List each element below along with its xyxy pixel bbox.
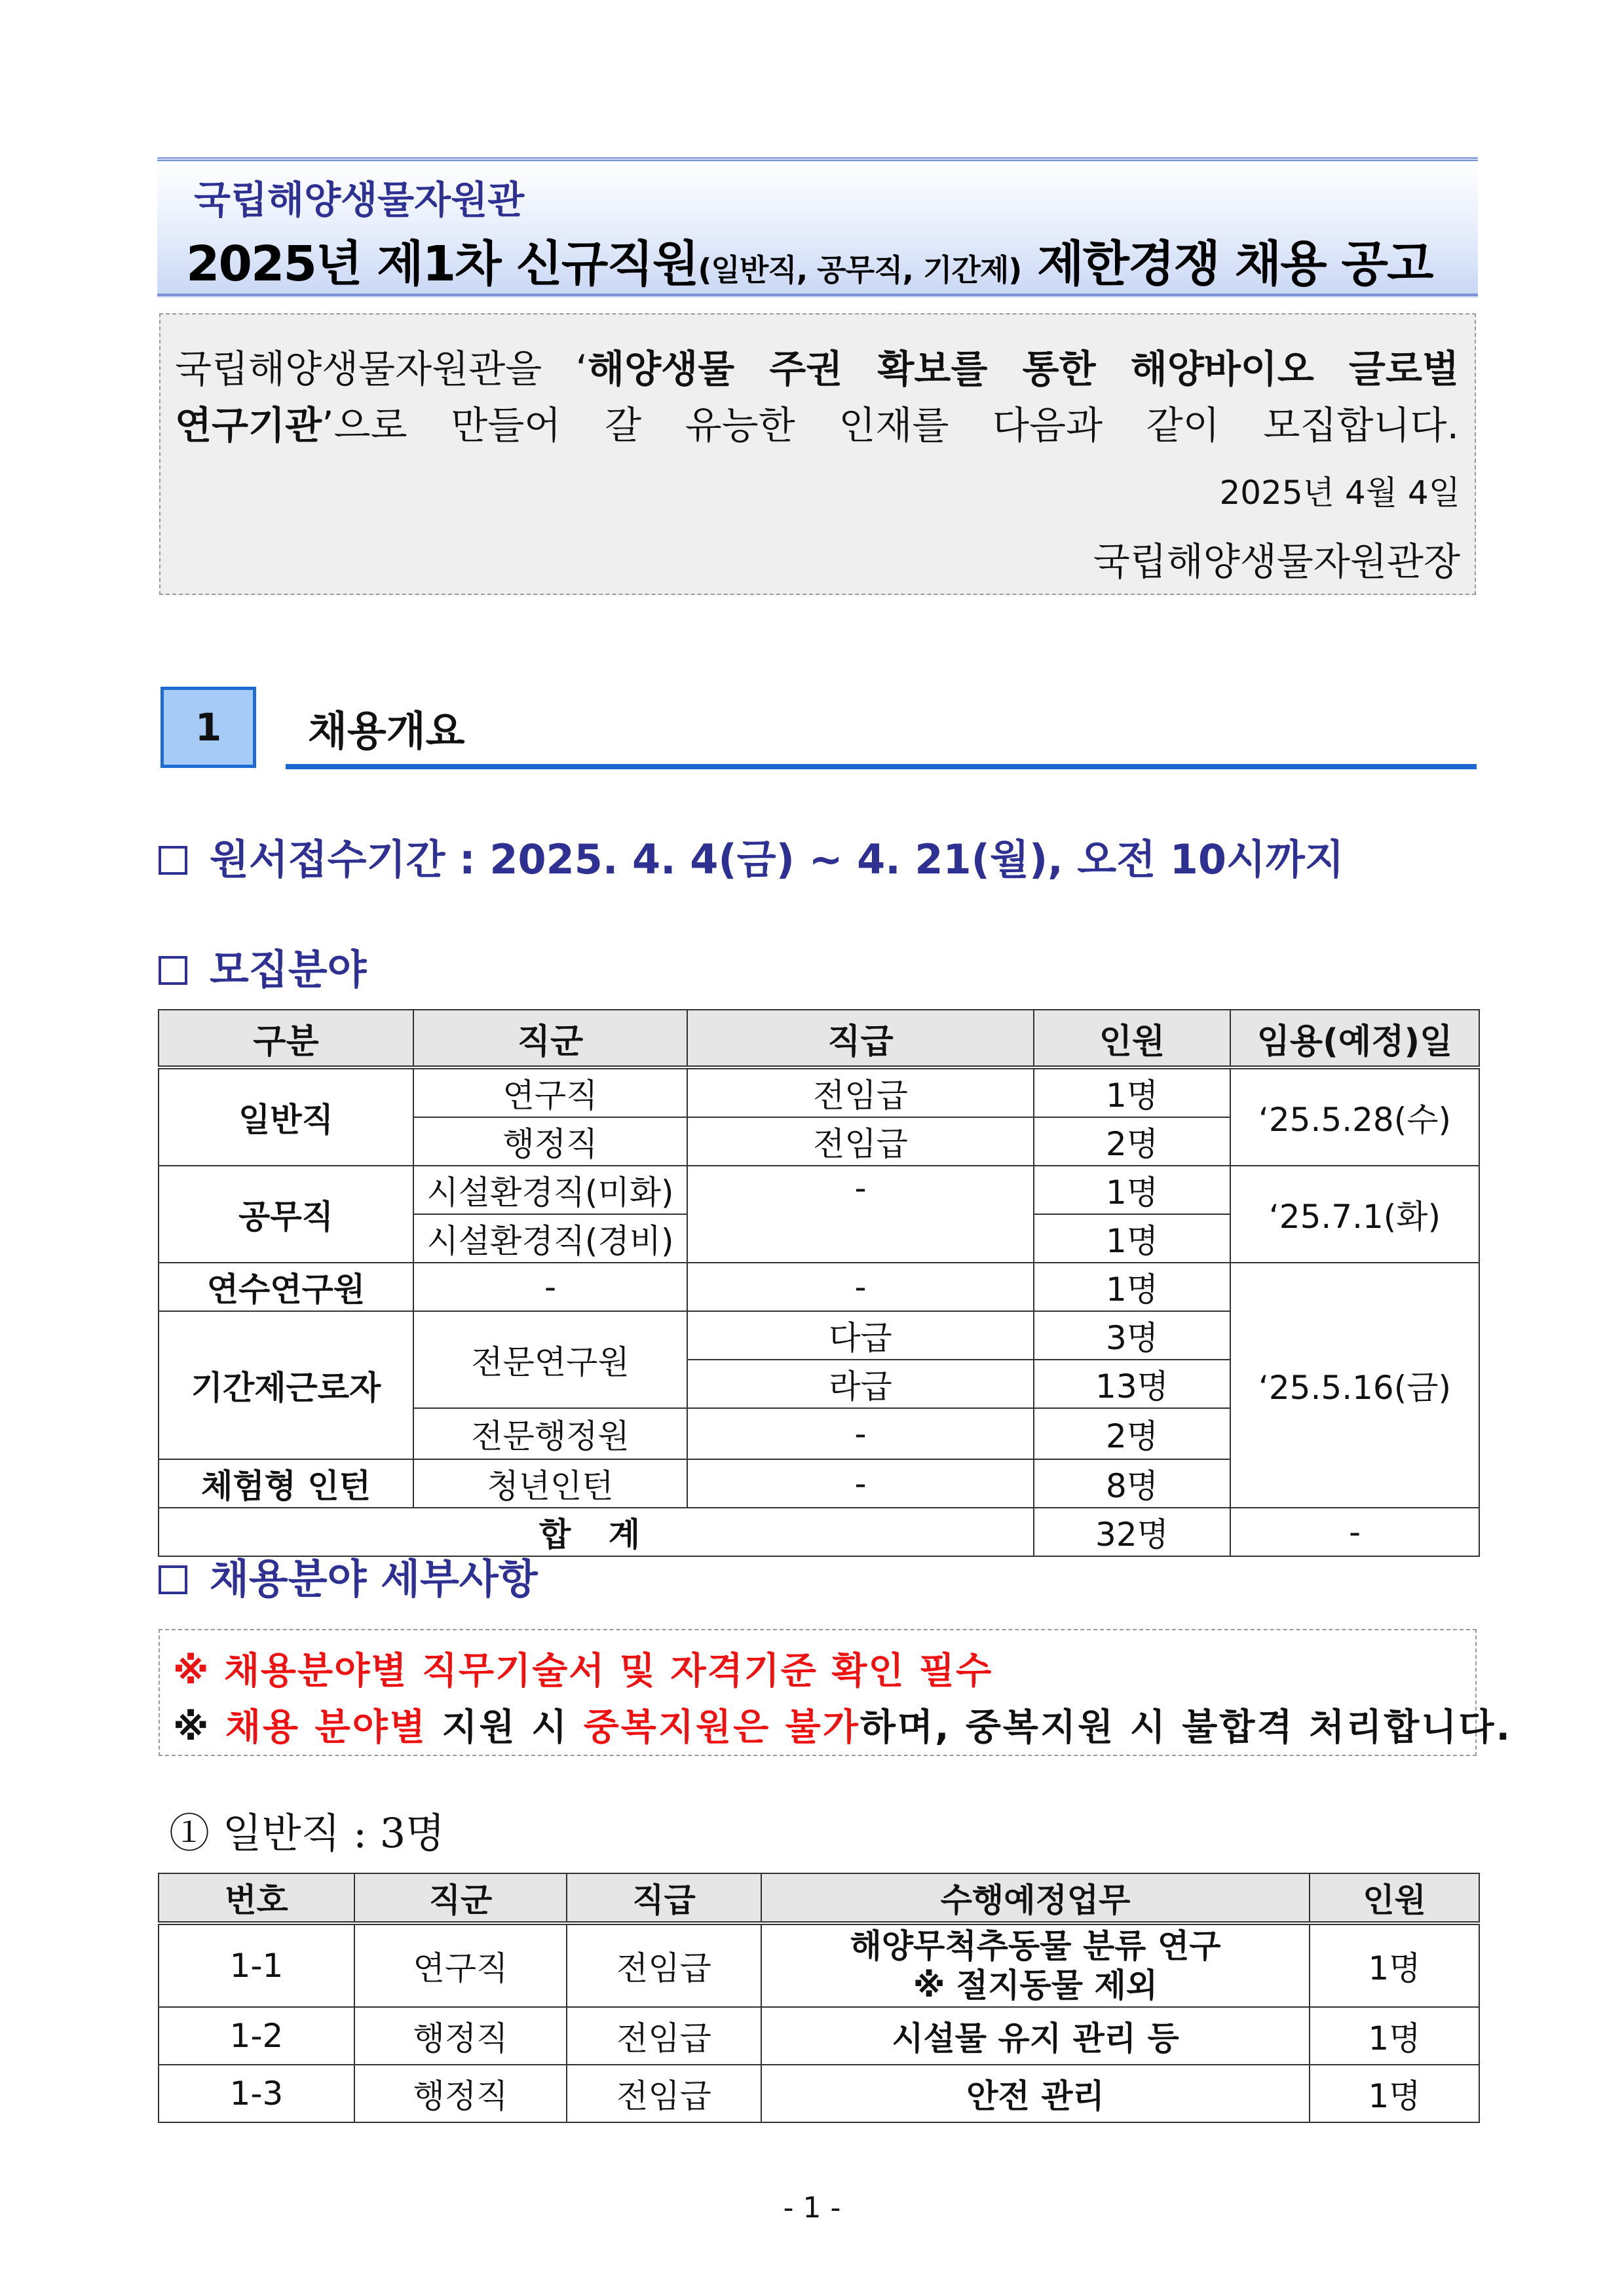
table-cell: 다급 — [687, 1311, 1034, 1360]
col-header: 인원 — [1034, 1010, 1230, 1067]
table-cell: 행정직 — [354, 2065, 567, 2122]
duty-cell: 시설물 유지 관리 등 — [761, 2007, 1310, 2065]
details-bullet — [159, 1546, 538, 1605]
col-header: 수행예정업무 — [761, 1873, 1310, 1923]
table-header-row — [159, 1010, 1479, 1067]
table-cell: 2명 — [1034, 1117, 1230, 1166]
col-header: 직군 — [354, 1873, 567, 1923]
table-cell: 1명 — [1310, 2065, 1479, 2122]
detail-table — [158, 1873, 1480, 2123]
table-cell: 전문연구원 — [413, 1311, 687, 1408]
table-cell: 전임급 — [687, 1117, 1034, 1166]
subsection-title: ① 일반직 : 3명 — [169, 1809, 445, 1857]
checkbox-square-icon — [159, 956, 187, 985]
notice-line-1: ※ 채용분야별 직무기술서 및 자격기준 확인 필수 — [173, 1650, 993, 1693]
table-cell: 1명 — [1034, 1067, 1230, 1117]
header-divider — [157, 294, 1478, 296]
notice-title — [186, 225, 1432, 295]
table-cell: 청년인턴 — [413, 1459, 687, 1508]
table-cell: 행정직 — [354, 2007, 567, 2065]
intro-line-2 — [175, 394, 1459, 450]
section-underline — [286, 764, 1477, 769]
notice-mark: ※ — [173, 1706, 225, 1749]
col-header: 직급 — [567, 1873, 761, 1923]
table-cell: 13명 — [1034, 1360, 1230, 1408]
recruit-heading: 모집분야 — [210, 946, 367, 993]
table-cell: 1명 — [1034, 1214, 1230, 1263]
notice-red-text: 채용 분야별 — [225, 1706, 427, 1749]
duty-cell: 안전 관리 — [761, 2065, 1310, 2122]
application-period: 원서접수기간 : 2025. 4. 4(금) ~ 4. 21(월), 오전 10시까지 — [210, 835, 1344, 883]
title-main: 2025년 제1차 신규직원 — [186, 236, 698, 292]
category-cell: 연수연구원 — [159, 1263, 413, 1311]
table-cell: 전임급 — [687, 1067, 1034, 1117]
table-cell: 3명 — [1034, 1311, 1230, 1360]
total-count: 32명 — [1034, 1508, 1230, 1556]
table-cell: 1명 — [1034, 1263, 1230, 1311]
table-row — [159, 1923, 1479, 2007]
title-end: 제한경쟁 채용 공고 — [1021, 236, 1433, 292]
intro-line-1 — [175, 338, 1459, 393]
table-cell: 전임급 — [567, 2065, 761, 2122]
col-header: 구분 — [159, 1010, 413, 1067]
col-header: 직급 — [687, 1010, 1034, 1067]
table-cell: 연구직 — [413, 1067, 687, 1117]
table-cell: 8명 — [1034, 1459, 1230, 1508]
date-cell: ‘25.5.16(금) — [1230, 1263, 1479, 1508]
table-cell: 2명 — [1034, 1408, 1230, 1459]
total-date: - — [1230, 1508, 1479, 1556]
col-header: 인원 — [1310, 1873, 1479, 1923]
table-row — [159, 1263, 1479, 1311]
table-cell: 전임급 — [567, 2007, 761, 2065]
duty-text: 해양무척추동물 분류 연구 — [850, 1927, 1221, 1965]
notice-line-2 — [173, 1698, 1512, 1751]
table-cell: - — [687, 1408, 1034, 1459]
date-cell: ‘25.7.1(화) — [1230, 1166, 1479, 1263]
recruit-table — [158, 1009, 1480, 1557]
notice-text: 지원 시 — [426, 1706, 584, 1749]
intro-box — [159, 313, 1476, 595]
table-cell: 1-2 — [159, 2007, 354, 2065]
col-header: 임용(예정)일 — [1230, 1010, 1479, 1067]
category-cell: 공무직 — [159, 1166, 413, 1263]
table-row — [159, 2065, 1479, 2122]
organization-name: 국립해양생물자원관 — [194, 178, 525, 222]
notice-header — [157, 157, 1478, 297]
table-cell: 연구직 — [354, 1923, 567, 2007]
table-cell: 1명 — [1034, 1166, 1230, 1214]
details-heading: 채용분야 세부사항 — [210, 1555, 538, 1603]
page-number: - 1 - — [783, 2191, 841, 2225]
table-cell: 1-3 — [159, 2065, 354, 2122]
category-cell: 기간제근로자 — [159, 1311, 413, 1459]
checkbox-square-icon — [159, 846, 187, 875]
notice-red-text: 중복지원은 불가 — [583, 1706, 860, 1749]
signature: 국립해양생물자원관장 — [1093, 539, 1460, 584]
intro-bold-2: 연구기관 — [175, 403, 322, 448]
table-cell: 행정직 — [413, 1117, 687, 1166]
table-cell: 1-1 — [159, 1923, 354, 2007]
duty-cell — [761, 1923, 1310, 2007]
table-cell: 전임급 — [567, 1923, 761, 2007]
table-cell: - — [687, 1263, 1034, 1311]
section-number: 1 — [161, 687, 256, 768]
table-cell: - — [687, 1166, 1034, 1263]
table-cell: - — [413, 1263, 687, 1311]
table-cell: 라급 — [687, 1360, 1034, 1408]
period-bullet — [159, 827, 1344, 885]
section-title: 채용개요 — [308, 707, 465, 755]
category-cell: 체험형 인턴 — [159, 1459, 413, 1508]
table-row — [159, 1166, 1479, 1214]
notice-date: 2025년 4월 4일 — [1219, 474, 1460, 512]
table-row — [159, 1067, 1479, 1117]
intro-text-2: ’으로 만들어 갈 유능한 인재를 다음과 같이 모집합니다. — [322, 403, 1459, 448]
table-cell: 1명 — [1310, 1923, 1479, 2007]
intro-text: 국립해양생물자원관을 ‘ — [175, 347, 588, 391]
intro-bold: 해양생물 주권 확보를 통한 해양바이오 글로벌 — [588, 347, 1459, 391]
table-cell: 시설환경직(미화) — [413, 1166, 687, 1214]
total-label: 합 계 — [159, 1508, 1034, 1556]
date-cell: ‘25.5.28(수) — [1230, 1067, 1479, 1166]
recruit-bullet — [159, 937, 367, 995]
col-header: 직군 — [413, 1010, 687, 1067]
checkbox-square-icon — [159, 1565, 187, 1594]
notice-text: 하며, 중복지원 시 불합격 처리합니다. — [859, 1706, 1512, 1749]
notice-box — [159, 1629, 1512, 1756]
col-header: 번호 — [159, 1873, 354, 1923]
table-cell: 전문행정원 — [413, 1408, 687, 1459]
table-header-row — [159, 1873, 1479, 1923]
table-cell: - — [687, 1459, 1034, 1508]
title-paren: (일반직, 공무직, 기간제) — [698, 252, 1022, 288]
table-cell: 1명 — [1310, 2007, 1479, 2065]
table-cell: 시설환경직(경비) — [413, 1214, 687, 1263]
table-row — [159, 2007, 1479, 2065]
category-cell: 일반직 — [159, 1067, 413, 1166]
duty-note: ※ 절지동물 제외 — [913, 1966, 1158, 2004]
